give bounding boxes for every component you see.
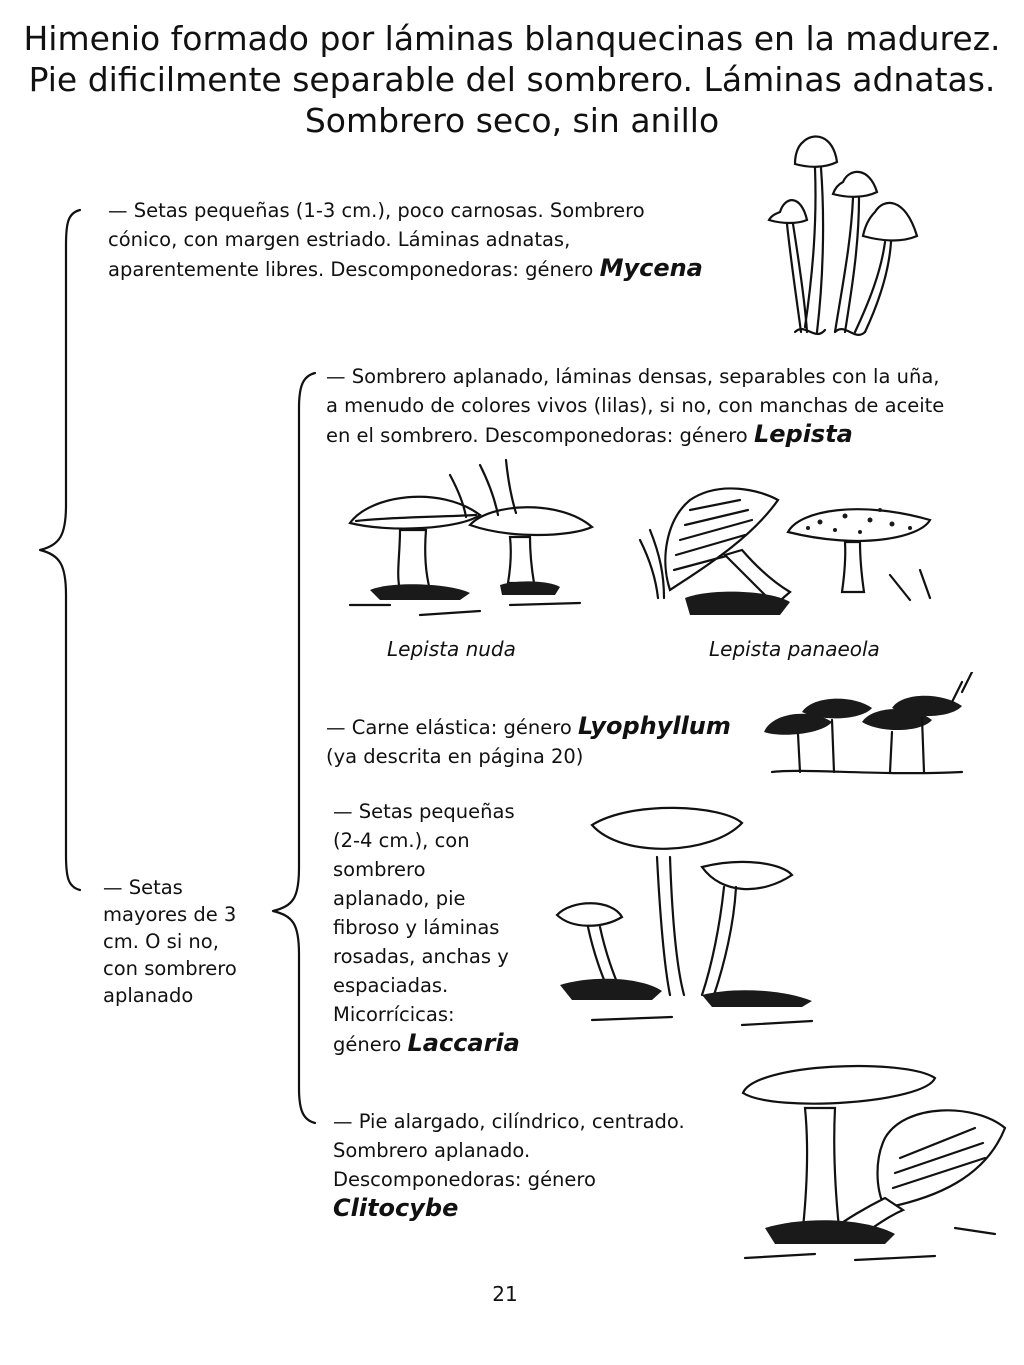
laccaria-line-5: fibroso y láminas — [333, 916, 500, 939]
lepista-line-3: en el sombrero. Descomponedoras: género Lepista — [326, 420, 853, 448]
laccaria-line-1: — Setas pequeñas — [333, 800, 515, 823]
laccaria-line-4: aplanado, pie — [333, 887, 466, 910]
larger-line-1: — Setas — [103, 876, 183, 899]
lyophyllum-description — [326, 712, 756, 771]
clitocybe-line-2: Sombrero aplanado. — [333, 1139, 531, 1162]
genus-lepista: Lepista — [753, 420, 853, 448]
lepista-panaeola-illustration — [630, 480, 945, 630]
inner-brace — [265, 368, 325, 1128]
clitocybe-line-4 — [333, 1194, 733, 1224]
clitocybe-illustration — [735, 1058, 1010, 1268]
larger-line-5: aplanado — [103, 984, 194, 1007]
genus-laccaria: Laccaria — [407, 1029, 520, 1057]
lepista-line-1: — Sombrero aplanado, láminas densas, separables con la uña, — [326, 365, 940, 388]
mycena-line-1: — Setas pequeñas (1-3 cm.), poco carnosas. Sombrero — [108, 199, 645, 222]
laccaria-line-9: género Laccaria — [333, 1029, 520, 1057]
larger-line-4: con sombrero — [103, 957, 237, 980]
lyophyllum-line-2: (ya descrita en página 20) — [326, 745, 584, 768]
mycena-line-3: aparentemente libres. Descomponedoras: género Mycena — [108, 254, 703, 282]
lyophyllum-illustration — [762, 672, 977, 792]
clitocybe-line-1: — Pie alargado, cilíndrico, centrado. — [333, 1110, 685, 1133]
larger-line-2: mayores de 3 — [103, 903, 237, 926]
lyophyllum-line-1: — Carne elástica: género Lyophyllum — [326, 712, 731, 740]
laccaria-illustration — [552, 795, 852, 1030]
page-number: 21 — [492, 1282, 518, 1306]
larger-mushrooms-description — [103, 874, 263, 1009]
laccaria-line-6: rosadas, anchas y — [333, 945, 509, 968]
mycena-illustration — [765, 132, 945, 347]
outer-brace — [30, 205, 90, 895]
laccaria-description — [333, 797, 553, 1059]
title-line-1: Himenio formado por láminas blanquecinas en la madurez. — [23, 19, 1001, 58]
genus-mycena: Mycena — [599, 254, 703, 282]
mycena-line-2: cónico, con margen estriado. Láminas adnatas, — [108, 228, 571, 251]
genus-lyophyllum: Lyophyllum — [577, 712, 731, 740]
lepista-description — [326, 362, 1016, 450]
clitocybe-description — [333, 1107, 733, 1224]
larger-line-3: cm. O si no, — [103, 930, 219, 953]
clitocybe-line-3: Descomponedoras: género — [333, 1168, 596, 1191]
mycena-description — [108, 196, 748, 284]
title-line-2: Pie dificilmente separable del sombrero. Láminas adnatas. — [28, 60, 996, 99]
laccaria-line-7: espaciadas. — [333, 974, 449, 997]
lepista-nuda-illustration — [330, 455, 600, 625]
page-title — [0, 18, 1024, 141]
laccaria-line-2: (2-4 cm.), con — [333, 829, 470, 852]
laccaria-line-8: Micorrícicas: — [333, 1003, 455, 1026]
caption-lepista-panaeola: Lepista panaeola — [709, 637, 880, 661]
lepista-line-2: a menudo de colores vivos (lilas), si no, con manchas de aceite — [326, 394, 945, 417]
laccaria-line-3: sombrero — [333, 858, 426, 881]
genus-clitocybe: Clitocybe — [333, 1194, 459, 1222]
title-line-3: Sombrero seco, sin anillo — [304, 101, 720, 140]
caption-lepista-nuda: Lepista nuda — [387, 637, 516, 661]
